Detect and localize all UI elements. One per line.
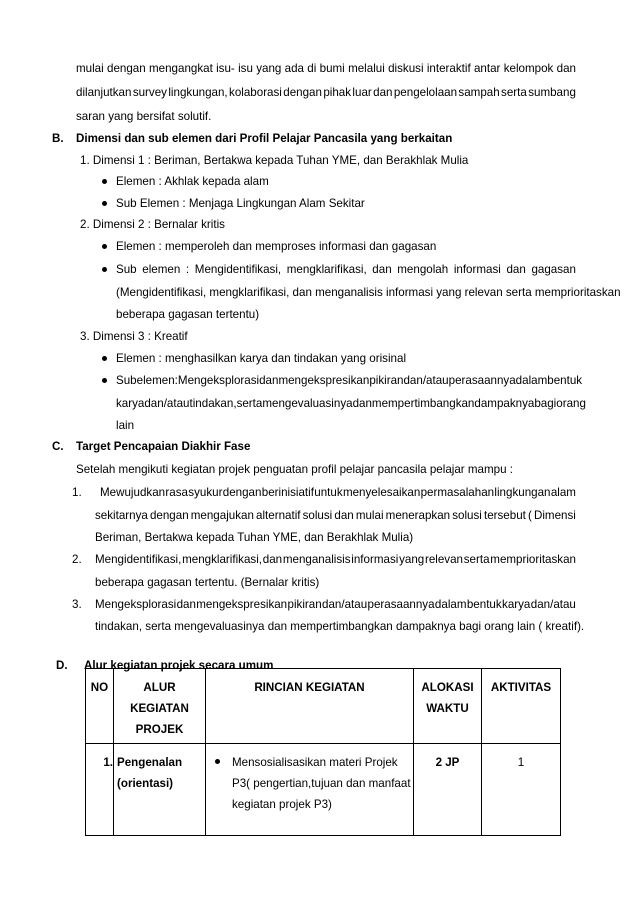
word: Dimensi: [533, 509, 576, 522]
word: elemen: [136, 374, 175, 387]
word: :: [185, 263, 190, 276]
row-no-value: 1.: [103, 756, 113, 769]
word: dan: [352, 397, 372, 410]
section-b-heading: Dimensi dan sub elemen dari Profil Pelajar Pancasila yang berkaitan: [76, 132, 453, 145]
word: mulai: [355, 509, 384, 522]
word: bentuk: [547, 374, 583, 387]
word: permasalahan: [420, 486, 495, 499]
word: pengelolaan: [393, 86, 458, 99]
bullet-icon: [102, 179, 107, 184]
header-alokasi: [414, 669, 482, 744]
bullet-icon: [102, 201, 107, 206]
word: bagi: [534, 397, 557, 410]
header-alokasi-line: WAKTU: [426, 702, 469, 715]
word: dan: [556, 62, 576, 75]
word: alternatif: [256, 509, 301, 522]
row-rincian-line: P3( pengertian,tujuan dan manfaat: [232, 777, 411, 790]
header-rincian: RINCIAN KEGIATAN: [206, 669, 414, 744]
word: dengan: [149, 509, 189, 522]
target-3-line-1: [95, 598, 576, 612]
word: isu: [238, 62, 253, 75]
word: rasa: [165, 486, 188, 499]
header-alur-line: KEGIATAN: [130, 702, 189, 715]
word: dan/atau: [322, 598, 368, 611]
word: dan: [372, 263, 392, 276]
word: Sub: [116, 263, 137, 276]
section-c-intro: Setelah mengikuti kegiatan projek penguatan profil pelajar pancasila pelajar mampu :: [76, 463, 513, 476]
word: antar: [473, 62, 501, 75]
word: Mengeksplorasi: [95, 598, 177, 611]
word: lingkungan,: [168, 86, 228, 99]
word: berinisiatif: [261, 486, 314, 499]
word: dan: [259, 374, 279, 387]
word: dengan: [107, 62, 146, 75]
dimension-2: 2. Dimensi 2 : Bernalar kritis: [80, 218, 225, 231]
word: (: [528, 509, 532, 522]
row-aktivitas-value: 1: [517, 756, 525, 769]
row-no: [86, 744, 114, 836]
row-alur: [114, 744, 206, 836]
row-rincian-line: kegiatan projek P3): [232, 798, 332, 811]
row-rincian-line: Mensosialisasikan materi Projek: [232, 756, 398, 769]
word: dalam: [434, 598, 467, 611]
word: sekitarnya: [95, 509, 148, 522]
word: dampaknya: [474, 397, 535, 410]
dimension-1-element: Elemen : Akhlak kepada alam: [116, 175, 269, 188]
word: dan/atau: [530, 598, 576, 611]
target-1-line-3: Beriman, Bertakwa kepada Tuhan YME, dan Berakhlak Mulia): [95, 531, 414, 544]
word: bumi: [319, 62, 345, 75]
word: perasaannya: [367, 598, 435, 611]
word: interaktif: [426, 62, 471, 75]
dimension-2-sub-element-line-1: [116, 263, 576, 277]
word: pikiran: [369, 374, 404, 387]
word: pihak: [323, 86, 352, 99]
word: serta: [236, 397, 263, 410]
bullet-icon: [215, 759, 220, 764]
section-d-letter: D.: [56, 659, 68, 672]
header-aktivitas: AKTIVITAS: [482, 669, 561, 744]
header-alokasi-line: ALOKASI: [421, 681, 474, 694]
word: Mewujudkan: [100, 486, 166, 499]
word: solusi: [452, 509, 482, 522]
word: Sub: [116, 374, 137, 387]
word: karya: [116, 397, 145, 410]
target-3-number: 3.: [72, 598, 82, 611]
dimension-3: 3. Dimensi 3 : Kreatif: [80, 330, 188, 343]
word: syukur: [188, 486, 223, 499]
word: elemen: [142, 263, 181, 276]
dimension-3-sub-element-line-3: lain: [116, 419, 135, 432]
word: informasi: [351, 553, 399, 566]
target-3-line-2: tindakan, serta mengevaluasinya dan mempertimbangkan dampaknya bagi orang lain ( kreatif).: [95, 620, 585, 633]
row-alur-line: (orientasi): [117, 777, 174, 790]
section-c-heading: Target Pencapaian Diakhir Fase: [76, 440, 251, 453]
dimension-1: 1. Dimensi 1 : Beriman, Bertakwa kepada Tuhan YME, dan Berakhlak Mulia: [80, 154, 469, 167]
word: orang: [556, 397, 586, 410]
word: dan: [176, 598, 196, 611]
word: bentuk: [466, 598, 502, 611]
word: isu-: [216, 62, 235, 75]
header-no: NO: [86, 669, 114, 744]
row-rincian: [206, 744, 414, 836]
word: dan: [334, 509, 354, 522]
word: survey: [132, 86, 167, 99]
word: dan: [506, 263, 526, 276]
target-2-line-2: beberapa gagasan tertentu. (Bernalar kritis): [95, 576, 320, 589]
header-alur: [114, 669, 206, 744]
word: di: [307, 62, 317, 75]
word: mempertimbangkan: [371, 397, 475, 410]
intro-line-3: saran yang bersifat solutif.: [76, 110, 212, 123]
word: yang: [256, 62, 282, 75]
word: dan: [262, 553, 283, 566]
dimension-3-sub-element-line-2: [116, 397, 586, 411]
dimension-2-sub-element-line-3: beberapa gagasan tertentu): [116, 308, 260, 321]
dimension-2-element: Elemen : memperoleh dan memproses informasi dan gagasan: [116, 240, 437, 253]
word: tindakan,: [189, 397, 237, 410]
word: serta: [501, 86, 527, 99]
row-alokasi: [414, 744, 482, 836]
word: diskusi: [388, 62, 424, 75]
word: kolaborasi: [229, 86, 282, 99]
word: dan: [373, 86, 393, 99]
word: menganalisis: [282, 553, 351, 566]
word: dalam: [515, 374, 548, 387]
word: karya: [502, 598, 531, 611]
dimension-1-sub-element: Sub Elemen : Menjaga Lingkungan Alam Sekitar: [116, 197, 365, 210]
word: informasi: [453, 263, 501, 276]
word: mengangkat: [149, 62, 213, 75]
word: ada: [284, 62, 304, 75]
dimension-3-element: Elemen : menghasilkan karya dan tindakan yang orisinal: [116, 352, 407, 365]
word: mengevaluasinya: [262, 397, 353, 410]
dimension-3-sub-element-line-1: [116, 374, 583, 388]
word: dan/atau: [403, 374, 449, 387]
table-header-row: [86, 669, 561, 744]
header-alur-line: PROJEK: [135, 723, 184, 736]
word: dengan: [222, 486, 262, 499]
bullet-icon: [102, 378, 107, 383]
table-row: [86, 744, 561, 836]
word: yang: [399, 553, 425, 566]
word: dan/atau: [144, 397, 190, 410]
row-aktivitas: [482, 744, 561, 836]
word: lingkungan: [494, 486, 551, 499]
word: memprioritaskan: [490, 553, 576, 566]
target-2-line-1: [95, 553, 576, 567]
intro-line-2: [76, 86, 576, 100]
word: dengan: [283, 86, 322, 99]
dimension-2-sub-element-line-2: (Mengidentifikasi, mengklarifikasi, dan menganalisis informasi yang relevan serta memprioritaskan: [116, 286, 621, 299]
word: mulai: [76, 62, 104, 75]
word: Mengidentifikasi,: [95, 553, 182, 566]
header-alur-line: ALUR: [143, 681, 176, 694]
word: luar: [352, 86, 372, 99]
word: mengekspresikan: [278, 374, 370, 387]
word: sampah: [458, 86, 500, 99]
word: pikiran: [287, 598, 322, 611]
section-c-letter: C.: [52, 440, 64, 453]
bullet-icon: [102, 356, 107, 361]
word: kelompok: [503, 62, 554, 75]
word: solusi: [302, 509, 333, 522]
target-1-line-1: [100, 486, 576, 500]
word: perasaannya: [448, 374, 516, 387]
section-b-letter: B.: [52, 132, 64, 145]
word: mengekspresikan: [196, 598, 288, 611]
word: Mengidentifikasi,: [194, 263, 282, 276]
row-alur-line: Pengenalan: [117, 756, 183, 769]
word: mengajukan: [190, 509, 254, 522]
target-1-line-2: [95, 509, 576, 523]
word: mengklarifikasi,: [286, 263, 367, 276]
bullet-icon: [102, 267, 107, 272]
word: untuk: [314, 486, 343, 499]
word: gagasan: [531, 263, 576, 276]
target-2-number: 2.: [72, 553, 82, 566]
word: dilanjutkan: [76, 86, 132, 99]
word: Mengeksplorasi: [177, 374, 260, 387]
activity-flow-table: [85, 668, 561, 836]
word: serta: [463, 553, 490, 566]
word: menyelesaikan: [342, 486, 421, 499]
word: menerapkan: [385, 509, 451, 522]
word: relevan: [424, 553, 463, 566]
word: mengolah: [397, 263, 449, 276]
word: :: [174, 374, 178, 387]
word: melalui: [348, 62, 385, 75]
row-alokasi-value: 2 JP: [435, 756, 460, 769]
word: tersebut: [483, 509, 526, 522]
bullet-icon: [102, 244, 107, 249]
section-d-heading: Alur kegiatan projek secara umum: [84, 659, 274, 672]
intro-line-1: [76, 62, 576, 76]
word: alam: [550, 486, 576, 499]
target-1-number: 1.: [72, 486, 82, 499]
word: sumbang: [528, 86, 576, 99]
word: mengklarifikasi,: [182, 553, 263, 566]
